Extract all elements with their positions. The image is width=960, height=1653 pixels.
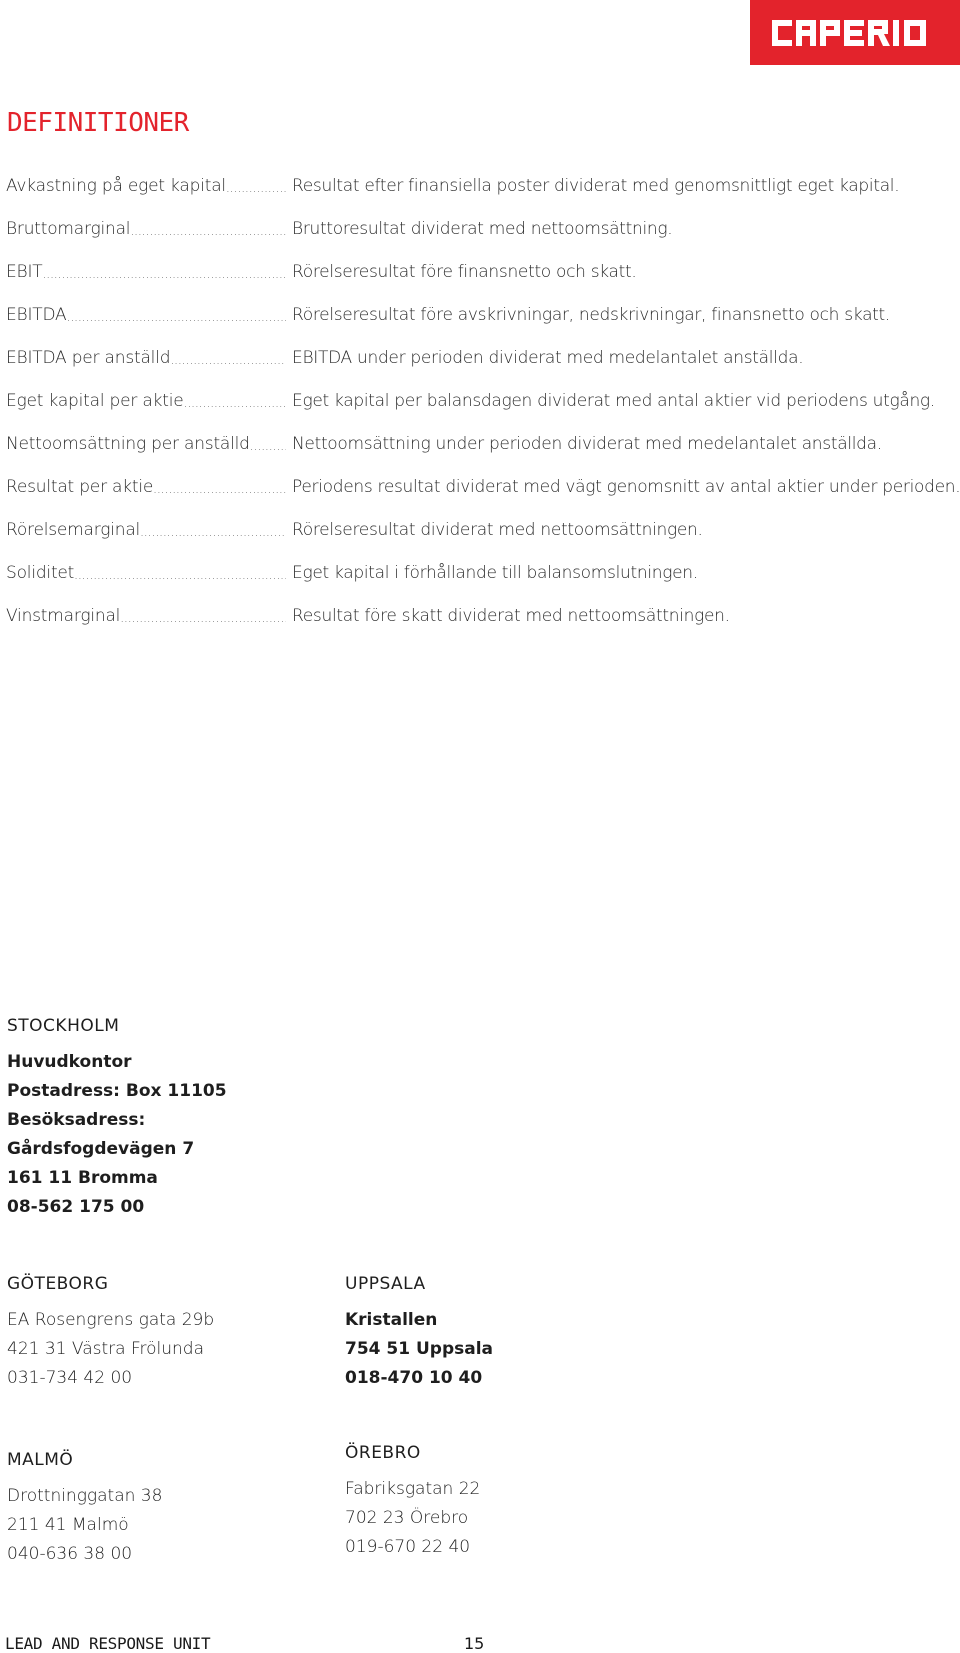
office-line: 421 31 Västra Frölunda: [7, 1339, 204, 1359]
definition-term: Nettoomsättning per anställd: [6, 434, 250, 454]
definitions-list: [6, 176, 960, 649]
office-city: STOCKHOLM: [7, 1016, 120, 1036]
office-line: 040-636 38 00: [7, 1544, 133, 1564]
leader-dots: [67, 305, 287, 325]
definition-description: EBITDA under perioden dividerat med medelantalet anställda.: [292, 348, 804, 368]
office-line: Fabriksgatan 22: [345, 1479, 481, 1499]
definition-description: Eget kapital per balansdagen dividerat med antal aktier vid periodens utgång.: [292, 391, 935, 411]
leader-dots: [226, 176, 286, 196]
definition-term: Eget kapital per aktie: [6, 391, 184, 411]
office-line: Besöksadress:: [7, 1110, 146, 1130]
definition-description: Rörelseresultat dividerat med nettoomsättningen.: [292, 520, 703, 540]
office-city: GÖTEBORG: [7, 1274, 109, 1294]
definition-description: Rörelseresultat före finansnetto och skatt.: [292, 262, 637, 282]
leader-dots: [42, 262, 286, 282]
office-line: Gårdsfogdevägen 7: [7, 1139, 195, 1159]
office-line: 018-470 10 40: [345, 1368, 483, 1388]
office-line: 08-562 175 00: [7, 1197, 145, 1217]
definition-row: [6, 563, 956, 606]
leader-dots: [140, 520, 286, 540]
definition-row: [6, 520, 956, 563]
leader-dots: [184, 391, 286, 411]
definition-term: Avkastning på eget kapital: [6, 176, 226, 196]
office-line: 031-734 42 00: [7, 1368, 133, 1388]
definition-description: Resultat före skatt dividerat med nettoomsättningen.: [292, 606, 730, 626]
definition-description: Bruttoresultat dividerat med nettoomsättning.: [292, 219, 673, 239]
leader-dots: [130, 219, 286, 239]
office-line: Postadress: Box 11105: [7, 1081, 227, 1101]
definition-term: EBITDA: [6, 305, 67, 325]
office-line: Kristallen: [345, 1310, 438, 1330]
definition-term: EBITDA per anställd: [6, 348, 171, 368]
office-city: UPPSALA: [345, 1274, 426, 1294]
caperio-logo: [750, 0, 960, 65]
office-line: 211 41 Malmö: [7, 1515, 129, 1535]
office-uppsala: [345, 1270, 493, 1393]
leader-dots: [250, 434, 286, 454]
definition-row: [6, 262, 956, 305]
definition-row: [6, 477, 960, 520]
office-line: 019-670 22 40: [345, 1537, 471, 1557]
definition-description: Eget kapital i förhållande till balansomslutningen.: [292, 563, 698, 583]
definition-row: [6, 348, 956, 391]
definition-row: [6, 219, 956, 262]
definition-term: Bruttomarginal: [6, 219, 131, 239]
leader-dots: [170, 348, 286, 368]
leader-dots: [74, 563, 286, 583]
office-city: MALMÖ: [7, 1450, 74, 1470]
office-goteborg: [7, 1270, 214, 1393]
definition-term: Rörelsemarginal: [6, 520, 141, 540]
page-heading: DEFINITIONER: [7, 108, 189, 138]
office-line: 754 51 Uppsala: [345, 1339, 494, 1359]
office-city: ÖREBRO: [345, 1443, 421, 1463]
definition-term: EBIT: [6, 262, 43, 282]
definition-description: Periodens resultat dividerat med vägt genomsnitt av antal aktier under perioden.: [292, 477, 960, 497]
definition-description: Resultat efter finansiella poster dividerat med genomsnittligt eget kapital.: [292, 176, 900, 196]
leader-dots: [153, 477, 286, 497]
leader-dots: [120, 606, 286, 626]
definition-row: [6, 305, 956, 348]
office-line: Drottninggatan 38: [7, 1486, 163, 1506]
definition-row: [6, 176, 956, 219]
definition-term: Soliditet: [6, 563, 75, 583]
footer-label: LEAD AND RESPONSE UNIT: [5, 1634, 211, 1653]
definition-description: Nettoomsättning under perioden dividerat med medelantalet anställda.: [292, 434, 882, 454]
office-orebro: [345, 1439, 480, 1562]
office-line: 702 23 Örebro: [345, 1508, 469, 1528]
office-line: Huvudkontor: [7, 1052, 132, 1072]
caperio-logo-mark: [770, 16, 940, 50]
office-stockholm: [7, 1012, 227, 1222]
definition-row: [6, 434, 956, 477]
office-line: 161 11 Bromma: [7, 1168, 158, 1188]
definition-term: Vinstmarginal: [6, 606, 121, 626]
definition-description: Rörelseresultat före avskrivningar, nedskrivningar, finansnetto och skatt.: [292, 305, 891, 325]
office-line: EA Rosengrens gata 29b: [7, 1310, 215, 1330]
page-number: 15: [464, 1634, 485, 1653]
office-malmo: [7, 1446, 162, 1569]
definition-row: [6, 606, 956, 649]
definition-row: [6, 391, 956, 434]
definition-term: Resultat per aktie: [6, 477, 154, 497]
